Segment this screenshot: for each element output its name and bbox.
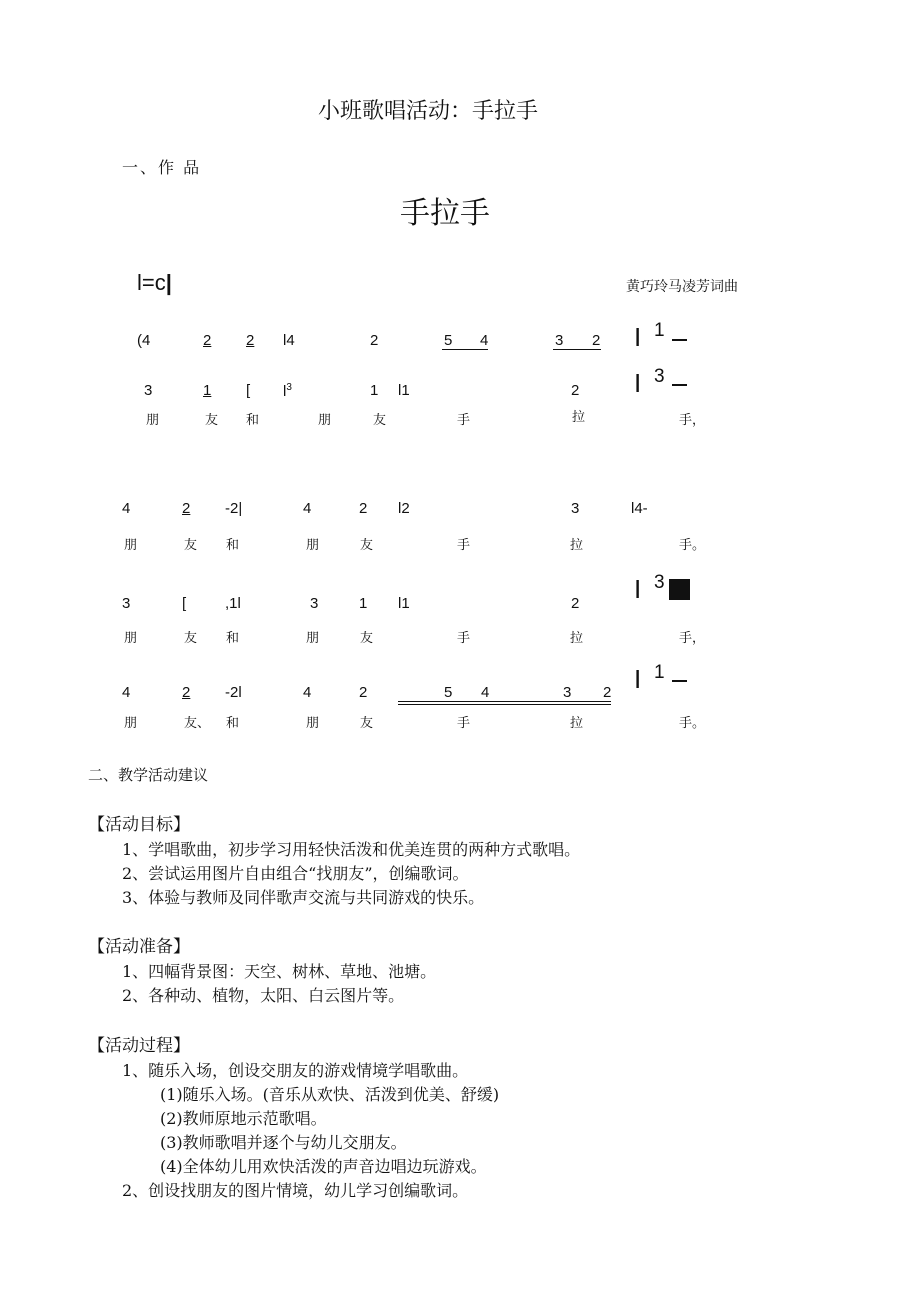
note: 2	[603, 684, 612, 701]
bar-glyph: I	[634, 574, 642, 604]
lyric: 友	[360, 631, 374, 646]
note: 1	[370, 382, 379, 399]
lyric: 手	[457, 413, 471, 428]
note: 3	[310, 595, 319, 612]
note: 2	[182, 684, 191, 701]
bar-glyph: I	[634, 368, 642, 398]
note: 5	[444, 684, 453, 701]
beam-line	[442, 349, 488, 350]
lyric: 拉	[570, 631, 584, 646]
note: 2	[246, 332, 255, 349]
lyric: 友	[373, 413, 387, 428]
lyric: 朋	[124, 716, 138, 731]
process-heading: 【活动过程】	[88, 1036, 190, 1056]
lyric: 友	[360, 538, 374, 553]
goal-heading: 【活动目标】	[88, 815, 190, 835]
note: 3	[563, 684, 572, 701]
note-sup: 1	[654, 320, 665, 341]
lyric: 友	[184, 631, 198, 646]
note: 4	[480, 332, 489, 349]
note: 2	[182, 500, 191, 517]
note-sup: 3	[654, 572, 665, 593]
note: 4	[481, 684, 490, 701]
note: l4	[283, 332, 295, 349]
note: 2	[571, 595, 580, 612]
note: 4	[122, 500, 131, 517]
lyric: 手。	[679, 716, 706, 731]
note	[283, 382, 292, 400]
beam-line	[398, 701, 611, 702]
lyric: 和	[226, 538, 240, 553]
note-sup: 3	[654, 366, 665, 387]
bar-glyph: I	[634, 664, 642, 694]
lyric: 和	[246, 413, 260, 428]
process-subitem: (4)全体幼儿用欢快活泼的声音边唱边玩游戏。	[160, 1157, 487, 1176]
lyric: 拉	[570, 716, 584, 731]
song-title: 手拉手	[400, 196, 490, 231]
note: [	[182, 595, 187, 612]
goal-item: 2、尝试运用图片自由组合“找朋友”，创编歌词。	[122, 864, 469, 883]
process-item: 1、随乐入场，创设交朋友的游戏情境学唱歌曲。	[122, 1061, 469, 1080]
note: 1	[203, 382, 212, 399]
key-text: l=c	[137, 270, 166, 295]
note: 5	[444, 332, 453, 349]
note: 2	[571, 382, 580, 399]
lyric: 友	[360, 716, 374, 731]
note-part: l	[283, 383, 287, 400]
beam-line	[553, 349, 601, 350]
section-heading-work: 一、作 品	[122, 158, 202, 177]
lyric: 朋	[306, 716, 320, 731]
note: 2	[203, 332, 212, 349]
note: [	[246, 382, 251, 399]
process-subitem: (3)教师歌唱并逐个与幼儿交朋友。	[160, 1133, 407, 1152]
note: 2	[370, 332, 379, 349]
prep-item: 1、四幅背景图：天空、树林、草地、池塘。	[122, 962, 437, 981]
lyric: 和	[226, 631, 240, 646]
bar-glyph: I	[634, 322, 642, 352]
note: l1	[398, 382, 410, 399]
note: -2l	[225, 684, 242, 701]
note: 4	[303, 500, 312, 517]
note: ,1l	[225, 595, 241, 612]
note: 2	[359, 684, 368, 701]
lyric: 手，	[679, 631, 706, 646]
process-item: 2、创设找朋友的图片情境，幼儿学习创编歌词。	[122, 1181, 469, 1200]
note: 3	[144, 382, 153, 399]
note: 3	[122, 595, 131, 612]
note-sup: 1	[654, 662, 665, 683]
beam-line	[398, 704, 611, 705]
goal-item: 3、体验与教师及同伴歌声交流与共同游戏的快乐。	[122, 888, 485, 907]
note: 1	[359, 595, 368, 612]
dash-mark	[672, 384, 687, 386]
note: 2	[359, 500, 368, 517]
goal-item: 1、学唱歌曲，初步学习用轻快活泼和优美连贯的两种方式歌唱。	[122, 840, 581, 859]
lyric: 拉	[572, 410, 586, 425]
filled-square-mark	[669, 579, 690, 600]
lyric: 手。	[679, 538, 706, 553]
lyric: 友、	[184, 716, 211, 731]
note: l1	[398, 595, 410, 612]
note: 3	[571, 500, 580, 517]
section-heading-suggestions: 二、教学活动建议	[88, 766, 209, 784]
lyric: 朋	[306, 631, 320, 646]
note: (4	[137, 332, 151, 349]
dash-mark	[672, 339, 687, 341]
note: l4-	[631, 500, 648, 517]
key-bar: |	[165, 270, 172, 295]
lyric: 手	[457, 716, 471, 731]
prep-heading: 【活动准备】	[88, 937, 190, 957]
note: 4	[122, 684, 131, 701]
lyric: 朋	[306, 538, 320, 553]
lyric: 朋	[146, 413, 160, 428]
note: 3	[555, 332, 564, 349]
note: 2	[592, 332, 601, 349]
note: -2|	[225, 500, 243, 517]
lyric: 朋	[124, 631, 138, 646]
lyric: 朋	[318, 413, 332, 428]
prep-item: 2、各种动、植物，太阳、白云图片等。	[122, 986, 405, 1005]
page-title: 小班歌唱活动：手拉手	[318, 99, 539, 124]
note: l2	[398, 500, 410, 517]
lyric: 手	[457, 631, 471, 646]
note-part: 3	[286, 382, 292, 393]
process-subitem: (1)随乐入场。(音乐从欢快、活泼到优美、舒缓)	[160, 1085, 500, 1104]
lyric: 友	[184, 538, 198, 553]
note: 4	[303, 684, 312, 701]
lyric: 手	[457, 538, 471, 553]
process-subitem: (2)教师原地示范歌唱。	[160, 1109, 327, 1128]
lyric: 和	[226, 716, 240, 731]
lyric: 拉	[570, 538, 584, 553]
lyric: 朋	[124, 538, 138, 553]
lyric: 友	[205, 413, 219, 428]
dash-mark	[672, 680, 687, 682]
composer-credit: 黄巧玲马凌芳词曲	[626, 279, 738, 295]
key-signature	[137, 270, 172, 296]
lyric: 手，	[679, 413, 706, 428]
